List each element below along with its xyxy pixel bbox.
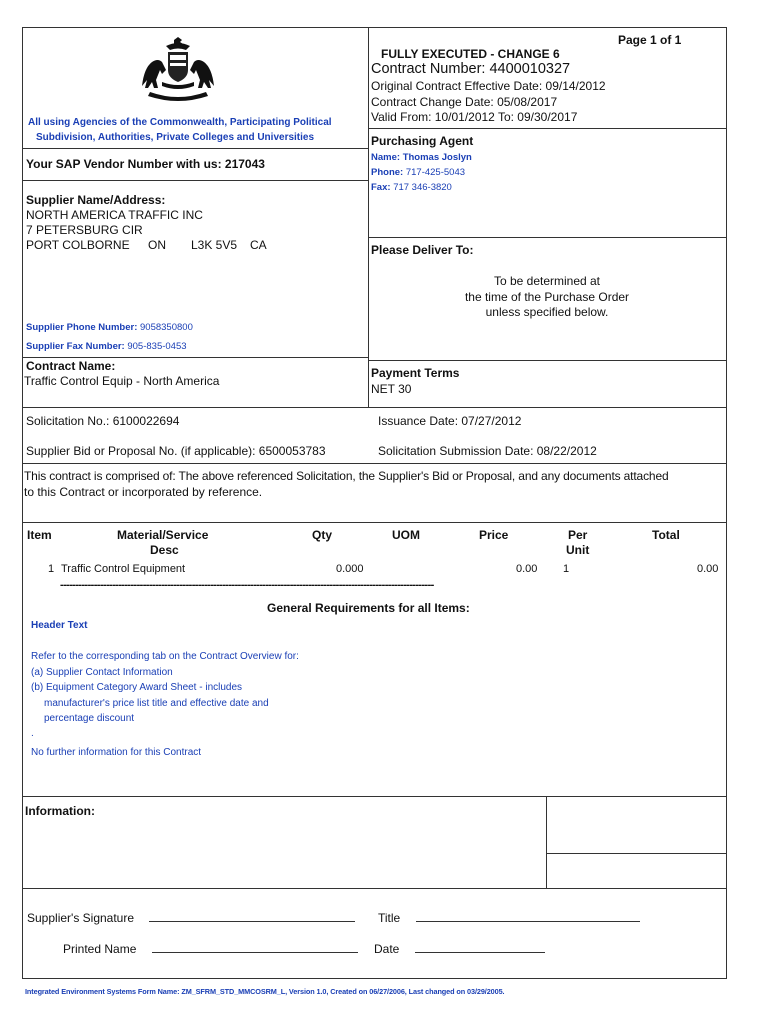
contract-status: FULLY EXECUTED - CHANGE 6 <box>381 47 560 61</box>
info-box-horizontal <box>546 853 726 854</box>
requirements-line-1: Refer to the corresponding tab on the Contract Overview for: <box>31 651 299 662</box>
issuance-date: Issuance Date: 07/27/2012 <box>378 414 522 428</box>
agent-phone <box>371 167 465 178</box>
contract-name-title: Contract Name: <box>26 359 116 373</box>
deliver-line1: To be determined at <box>493 274 601 288</box>
comprised-line1: This contract is comprised of: The above referenced Solicitation, the Supplier's Bid or Proposal, and any documents attached <box>24 469 669 483</box>
col-header-uom: UOM <box>392 528 420 542</box>
row-qty: 0.000 <box>336 563 364 575</box>
requirements-line-2: (a) Supplier Contact Information <box>31 667 173 678</box>
agent-name-label: Name: <box>371 152 401 163</box>
divider-left-agencies <box>22 148 368 149</box>
supplier-fax-label: Supplier Fax Number: <box>26 341 125 352</box>
divider-right-agent <box>368 237 726 238</box>
deliver-to-title: Please Deliver To: <box>371 243 474 257</box>
date-line[interactable] <box>415 942 545 953</box>
requirements-line-5: percentage discount <box>44 713 135 724</box>
supplier-street: 7 PETERSBURG CIR <box>26 223 143 237</box>
sap-vendor-number: Your SAP Vendor Number with us: 217043 <box>26 157 265 171</box>
col-header-desc1: Material/Service <box>117 528 209 542</box>
supplier-title: Supplier Name/Address: <box>26 193 166 207</box>
deliver-line3: unless specified below. <box>485 305 609 319</box>
purchasing-agent-title: Purchasing Agent <box>371 134 474 148</box>
divider-full-1 <box>22 407 727 408</box>
supplier-state: ON <box>148 238 166 252</box>
title-label: Title <box>378 911 401 925</box>
agencies-note-line1: All using Agencies of the Commonwealth, Participating Political <box>28 117 332 128</box>
supplier-name: NORTH AMERICA TRAFFIC INC <box>26 208 203 222</box>
information-title: Information: <box>25 804 95 818</box>
row-desc: Traffic Control Equipment <box>61 563 186 575</box>
agent-fax-value: 717 346-3820 <box>393 182 452 193</box>
supplier-phone-label: Supplier Phone Number: <box>26 322 138 333</box>
supplier-country: CA <box>250 238 267 252</box>
printed-name-line[interactable] <box>152 942 358 953</box>
col-header-price: Price <box>479 528 509 542</box>
requirements-title: General Requirements for all Items: <box>267 601 470 615</box>
divider-left-vendor <box>22 180 368 181</box>
supplier-fax <box>26 341 187 352</box>
row-total: 0.00 <box>697 563 719 575</box>
contract-change-date: Contract Change Date: 05/08/2017 <box>371 95 558 109</box>
agent-name <box>371 152 472 163</box>
divider-right-header <box>368 128 726 129</box>
col-header-desc2: Desc <box>150 543 179 557</box>
row-item: 1 <box>48 563 55 575</box>
agent-phone-value: 717-425-5043 <box>405 167 466 178</box>
date-field[interactable] <box>374 942 545 956</box>
supplier-signature-line[interactable] <box>149 911 355 922</box>
row-price: 0.00 <box>516 563 538 575</box>
info-box-vertical <box>546 796 547 889</box>
date-label: Date <box>374 942 400 956</box>
solicitation-number: Solicitation No.: 6100022694 <box>26 414 180 428</box>
col-header-item: Item <box>27 528 52 542</box>
supplier-phone-value: 9058350800 <box>140 322 193 333</box>
divider-full-4 <box>22 796 727 797</box>
agent-phone-label: Phone: <box>371 167 404 178</box>
no-further-info: No further information for this Contract <box>31 747 202 758</box>
commonwealth-seal-icon <box>136 36 220 102</box>
bid-number: Supplier Bid or Proposal No. (if applicable): 6500053783 <box>26 444 326 458</box>
frame-left <box>22 27 23 979</box>
payment-terms-value: NET 30 <box>371 382 412 396</box>
frame-bottom <box>22 978 727 979</box>
printed-name-label: Printed Name <box>63 942 137 956</box>
requirements-line-3: (b) Equipment Category Award Sheet - includes <box>31 682 243 693</box>
agent-name-value: Thomas Joslyn <box>402 152 472 163</box>
supplier-city: PORT COLBORNE <box>26 238 130 252</box>
requirements-line-6: . <box>31 728 34 739</box>
divider-full-5 <box>22 888 727 889</box>
frame-right <box>726 27 727 979</box>
supplier-fax-value: 905-835-0453 <box>127 341 187 352</box>
payment-terms-title: Payment Terms <box>371 366 460 380</box>
agent-fax-label: Fax: <box>371 182 391 193</box>
table-separator: -------------------------------------------------------------------------------------------------------------------------- <box>60 579 434 591</box>
divider-left-supplier <box>22 357 368 358</box>
frame-top <box>22 27 727 28</box>
title-line[interactable] <box>416 911 640 922</box>
comprised-line2: to this Contract or incorporated by reference. <box>24 485 263 499</box>
valid-range: Valid From: 10/01/2012 To: 09/30/2017 <box>371 110 578 124</box>
title-field[interactable] <box>378 911 640 925</box>
col-header-qty: Qty <box>312 528 333 542</box>
contract-number: Contract Number: 4400010327 <box>371 61 571 77</box>
header-text-label: Header Text <box>31 620 88 631</box>
table-row <box>0 563 770 577</box>
agent-fax <box>371 182 452 193</box>
col-header-per1: Per <box>568 528 588 542</box>
center-divider <box>368 27 369 407</box>
supplier-signature-label: Supplier's Signature <box>27 911 135 925</box>
divider-right-delivery <box>368 360 726 361</box>
divider-full-3 <box>22 522 727 523</box>
supplier-postal: L3K 5V5 <box>191 238 238 252</box>
submission-date: Solicitation Submission Date: 08/22/2012 <box>378 444 597 458</box>
agencies-note-line2: Subdivision, Authorities, Private Colleges and Universities <box>36 132 315 143</box>
row-per: 1 <box>563 563 570 575</box>
form-footer: Integrated Environment Systems Form Name: ZM_SFRM_STD_MMCOSRM_L, Version 1.0, Created on 06/27/2006, Last changed on 03/29/2005. <box>25 987 505 996</box>
original-effective-date: Original Contract Effective Date: 09/14/2012 <box>371 79 606 93</box>
contract-name-value: Traffic Control Equip - North America <box>24 374 220 388</box>
printed-name-field[interactable] <box>63 942 358 956</box>
col-header-per2: Unit <box>566 543 590 557</box>
supplier-phone <box>26 322 193 333</box>
col-header-total: Total <box>652 528 680 542</box>
divider-full-2 <box>22 463 727 464</box>
requirements-line-4: manufacturer's price list title and effective date and <box>44 698 269 709</box>
page-indicator: Page 1 of 1 <box>618 33 682 47</box>
supplier-signature-field[interactable] <box>27 911 355 925</box>
deliver-line2: the time of the Purchase Order <box>464 290 630 304</box>
